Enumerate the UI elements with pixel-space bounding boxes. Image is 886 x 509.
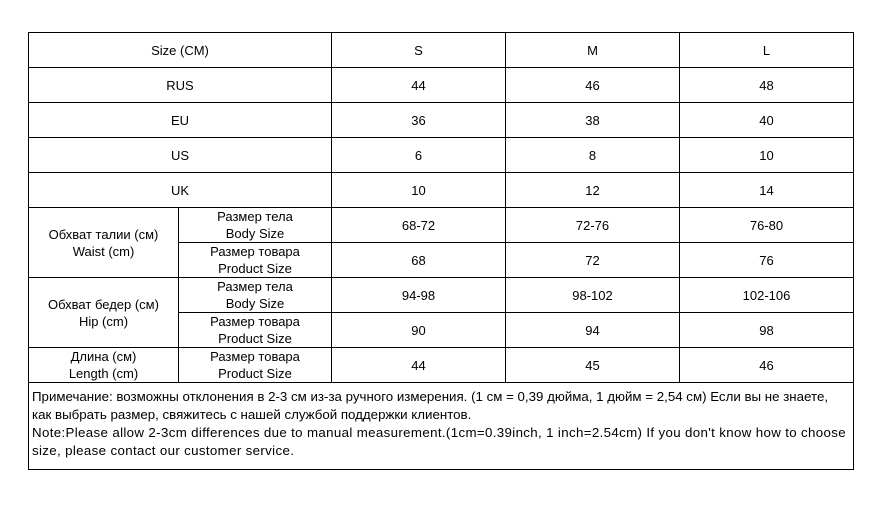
- row-label: US: [29, 138, 332, 173]
- table-row-us: [29, 138, 854, 173]
- product-size-label: [179, 348, 332, 383]
- cell-value: 44: [332, 68, 506, 103]
- row-label: RUS: [29, 68, 332, 103]
- product-size-label: [179, 243, 332, 278]
- product-size-ru: Размер товара: [210, 314, 300, 329]
- cell-value: 10: [680, 138, 854, 173]
- cell-value: 68-72: [332, 208, 506, 243]
- table-row-uk: [29, 173, 854, 208]
- header-size-label: Size (CM): [29, 33, 332, 68]
- waist-label: [29, 208, 179, 278]
- length-label: [29, 348, 179, 383]
- body-size-label: [179, 208, 332, 243]
- cell-value: 102-106: [680, 278, 854, 313]
- cell-value: 45: [506, 348, 680, 383]
- cell-value: 44: [332, 348, 506, 383]
- cell-value: 76: [680, 243, 854, 278]
- cell-value: 36: [332, 103, 506, 138]
- length-label-en: Length (cm): [68, 366, 139, 381]
- hip-label-en: Hip (cm): [78, 313, 129, 329]
- product-size-label: [179, 313, 332, 348]
- note-en: Note:Please allow 2-3cm differences due to manual measurement.(1cm=0.39inch, 1 inch=2.54cm) If you don't know how to choose size, please contact our customer service.: [32, 425, 847, 458]
- size-chart-table: [28, 32, 854, 470]
- row-label: EU: [29, 103, 332, 138]
- header-size-m: M: [506, 33, 680, 68]
- body-size-label: [179, 278, 332, 313]
- cell-value: 14: [680, 173, 854, 208]
- product-size-en: Product Size: [218, 331, 292, 346]
- note-row: [29, 383, 854, 470]
- row-label: UK: [29, 173, 332, 208]
- hip-label: [29, 278, 179, 348]
- waist-label-en: Waist (cm): [72, 243, 135, 259]
- cell-value: 10: [332, 173, 506, 208]
- table-row-eu: [29, 103, 854, 138]
- cell-value: 38: [506, 103, 680, 138]
- note-ru: Примечание: возможны отклонения в 2-3 см из-за ручного измерения. (1 см = 0,39 дюйма, 1 дюйм = 2,54 см) Если вы не знаете, как выбрать размер, свяжитесь с нашей службой поддержки клиентов.: [32, 389, 829, 422]
- table-row-waist-body: [29, 208, 854, 243]
- product-size-ru: Размер товара: [210, 244, 300, 259]
- cell-value: 68: [332, 243, 506, 278]
- product-size-en: Product Size: [218, 366, 292, 381]
- body-size-en: Body Size: [225, 296, 285, 311]
- cell-value: 90: [332, 313, 506, 348]
- cell-value: 98-102: [506, 278, 680, 313]
- cell-value: 6: [332, 138, 506, 173]
- cell-value: 94-98: [332, 278, 506, 313]
- waist-label-ru: Обхват талии (см): [48, 226, 159, 242]
- cell-value: 46: [680, 348, 854, 383]
- hip-label-ru: Обхват бедер (см): [48, 296, 159, 312]
- header-row: [29, 33, 854, 68]
- header-size-s: S: [332, 33, 506, 68]
- table-row-length: [29, 348, 854, 383]
- cell-value: 98: [680, 313, 854, 348]
- cell-value: 72: [506, 243, 680, 278]
- product-size-ru: Размер товара: [210, 349, 300, 364]
- cell-value: 40: [680, 103, 854, 138]
- table-row-rus: [29, 68, 854, 103]
- note-cell: [29, 383, 854, 470]
- body-size-ru: Размер тела: [217, 279, 293, 294]
- length-label-ru: Длина (см): [70, 349, 137, 364]
- body-size-ru: Размер тела: [217, 209, 293, 224]
- table-row-hip-body: [29, 278, 854, 313]
- product-size-en: Product Size: [218, 261, 292, 276]
- cell-value: 48: [680, 68, 854, 103]
- cell-value: 76-80: [680, 208, 854, 243]
- cell-value: 72-76: [506, 208, 680, 243]
- cell-value: 46: [506, 68, 680, 103]
- header-size-l: L: [680, 33, 854, 68]
- cell-value: 12: [506, 173, 680, 208]
- cell-value: 94: [506, 313, 680, 348]
- cell-value: 8: [506, 138, 680, 173]
- body-size-en: Body Size: [225, 226, 285, 241]
